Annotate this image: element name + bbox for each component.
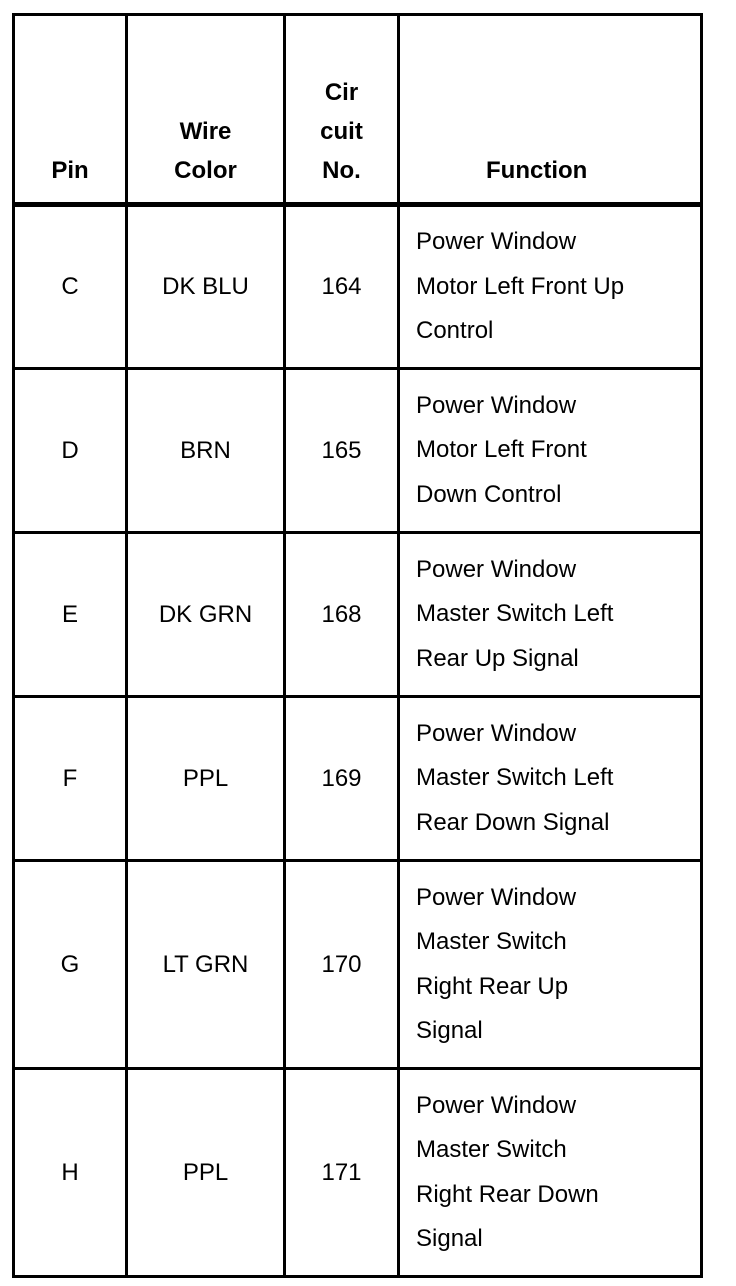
- function-cell: [399, 861, 702, 1069]
- wire-color-cell: DK BLU: [127, 205, 285, 369]
- header-row: [14, 15, 702, 205]
- function-cell: [399, 697, 702, 861]
- table-row: [14, 205, 702, 369]
- header-circuit-line-3: No.: [322, 157, 361, 184]
- function-line: Master Switch: [416, 1136, 567, 1163]
- function-cell: [399, 1069, 702, 1277]
- wire-color-cell: LT GRN: [127, 861, 285, 1069]
- wire-color-cell: PPL: [127, 1069, 285, 1277]
- function-line: Power Window: [416, 883, 577, 911]
- function-line: Motor Left Front: [416, 436, 587, 464]
- function-line: Power Window: [416, 391, 577, 419]
- circuit-cell: 164: [285, 205, 399, 369]
- table-row: [14, 861, 702, 1069]
- function-line: Master Switch Left: [416, 600, 614, 628]
- header-pin-label: Pin: [51, 157, 89, 184]
- header-wire-line-2: Color: [174, 157, 237, 184]
- function-line: Master Switch: [416, 928, 567, 955]
- header-pin: [14, 15, 127, 205]
- function-line: Rear Up Signal: [416, 644, 579, 672]
- pin-cell: D: [14, 369, 127, 533]
- table-row: [14, 1069, 702, 1277]
- wire-color-cell: DK GRN: [127, 533, 285, 697]
- function-line: Control: [416, 317, 494, 345]
- table-row: [14, 697, 702, 861]
- circuit-cell: 170: [285, 861, 399, 1069]
- header-wire-color: [127, 15, 285, 205]
- wire-color-cell: BRN: [127, 369, 285, 533]
- function-line: Power Window: [416, 1091, 577, 1119]
- function-line: Master Switch Left: [416, 764, 614, 792]
- function-line: Signal: [416, 1017, 483, 1044]
- function-line: Motor Left Front Up: [416, 272, 625, 300]
- table-row: [14, 369, 702, 533]
- function-line: Right Rear Up: [416, 972, 569, 1000]
- circuit-cell: 169: [285, 697, 399, 861]
- header-circuit-line-2: cuit: [320, 118, 363, 145]
- pin-cell: E: [14, 533, 127, 697]
- header-wire-line-1: Wire: [179, 118, 232, 145]
- function-cell: [399, 205, 702, 369]
- header-function-label: Function: [486, 157, 588, 184]
- circuit-cell: 168: [285, 533, 399, 697]
- pin-cell: H: [14, 1069, 127, 1277]
- table-row: [14, 533, 702, 697]
- header-circuit-line-1: Cir: [324, 79, 359, 106]
- wire-color-cell: PPL: [127, 697, 285, 861]
- function-line: Power Window: [416, 719, 577, 747]
- pin-cell: C: [14, 205, 127, 369]
- header-circuit-no: [285, 15, 399, 205]
- function-line: Rear Down Signal: [416, 808, 610, 836]
- pin-cell: G: [14, 861, 127, 1069]
- pin-cell: F: [14, 697, 127, 861]
- function-line: Power Window: [416, 555, 577, 583]
- circuit-cell: 171: [285, 1069, 399, 1277]
- function-cell: [399, 369, 702, 533]
- function-cell: [399, 533, 702, 697]
- function-line: Right Rear Down: [416, 1180, 599, 1208]
- function-line: Down Control: [416, 480, 562, 508]
- connector-pinout-table: [12, 13, 703, 1278]
- circuit-cell: 165: [285, 369, 399, 533]
- function-line: Power Window: [416, 228, 577, 256]
- header-function: [399, 15, 702, 205]
- function-line: Signal: [416, 1225, 483, 1252]
